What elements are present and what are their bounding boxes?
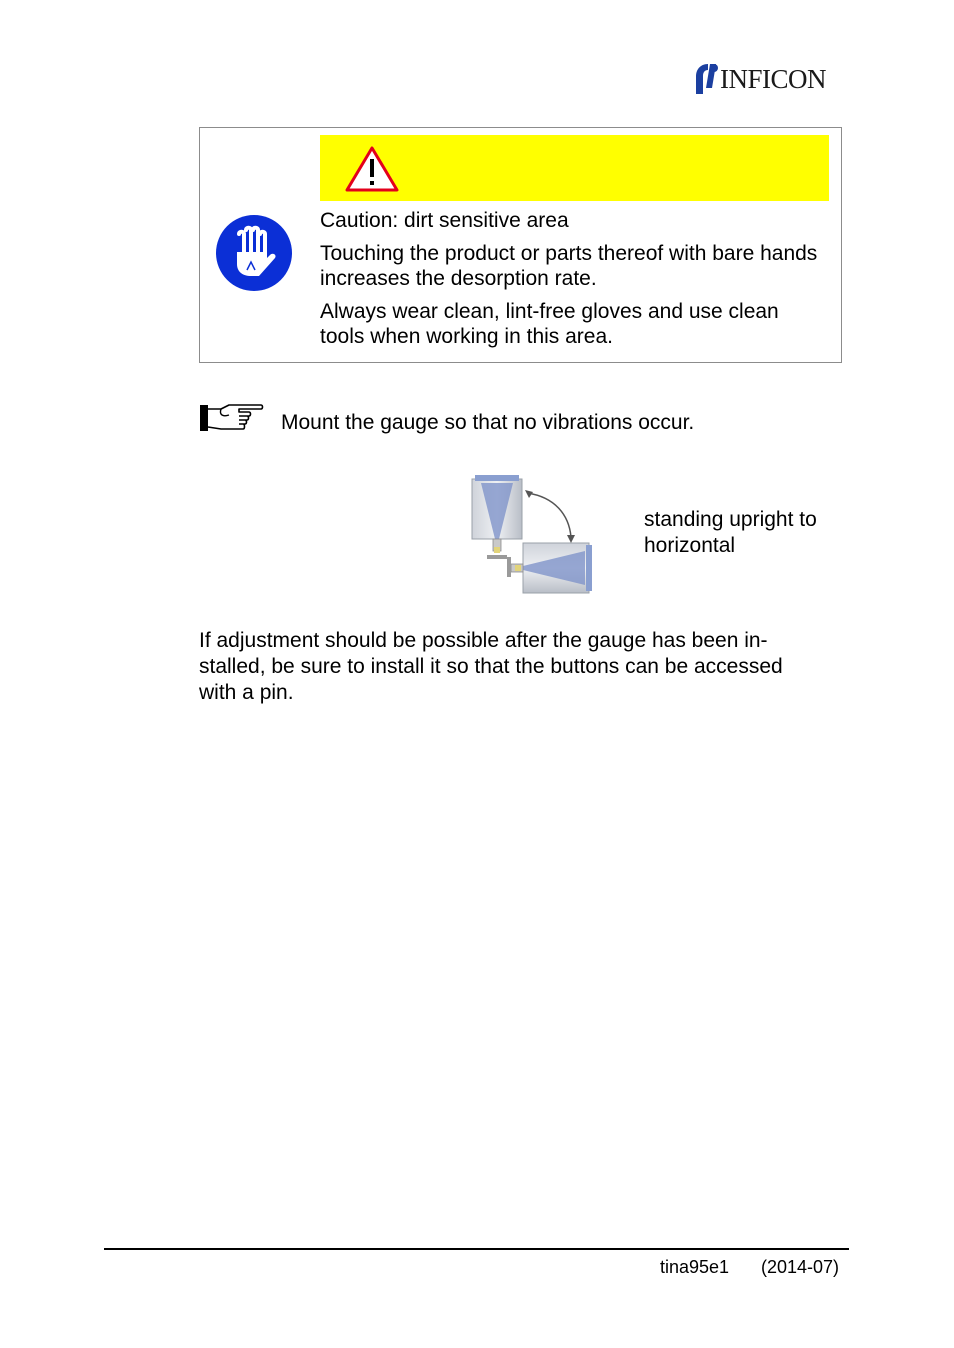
body-line-2: stalled, be sure to install it so that the buttons can be accessed [199,655,783,678]
footer-rule [104,1248,849,1250]
caution-title: Caution: dirt sensitive area [320,209,569,232]
figure-caption-line-2: horizontal [644,534,736,557]
caution-paragraph-1: Touching the product or parts thereof with bare hands increases the desorption rate. [320,242,818,290]
caution-paragraph-2: Always wear clean, lint-free gloves and use clean tools when working in this area. [320,300,779,348]
inficon-logo [694,62,846,96]
figure-caption-line-1: standing upright to [644,508,817,531]
body-line-1: If adjustment should be possible after the gauge has been in- [199,629,768,652]
caution-box [199,127,842,363]
gauge-orientation-figure [469,473,595,595]
footer-doc-id: tina95e1 [660,1257,730,1277]
gloves-icon [215,214,293,292]
warning-triangle-icon [344,145,400,193]
logo-text: INFICON [720,64,827,94]
body-line-3: with a pin. [199,681,294,704]
caution-header-bar [320,135,829,201]
inficon-logo-mark-icon [694,62,722,96]
footer-date: (2014-07) [761,1257,840,1277]
note-text: Mount the gauge so that no vibrations occur. [281,411,695,434]
pointing-hand-icon [199,403,265,433]
rotation-arrow [527,493,571,537]
